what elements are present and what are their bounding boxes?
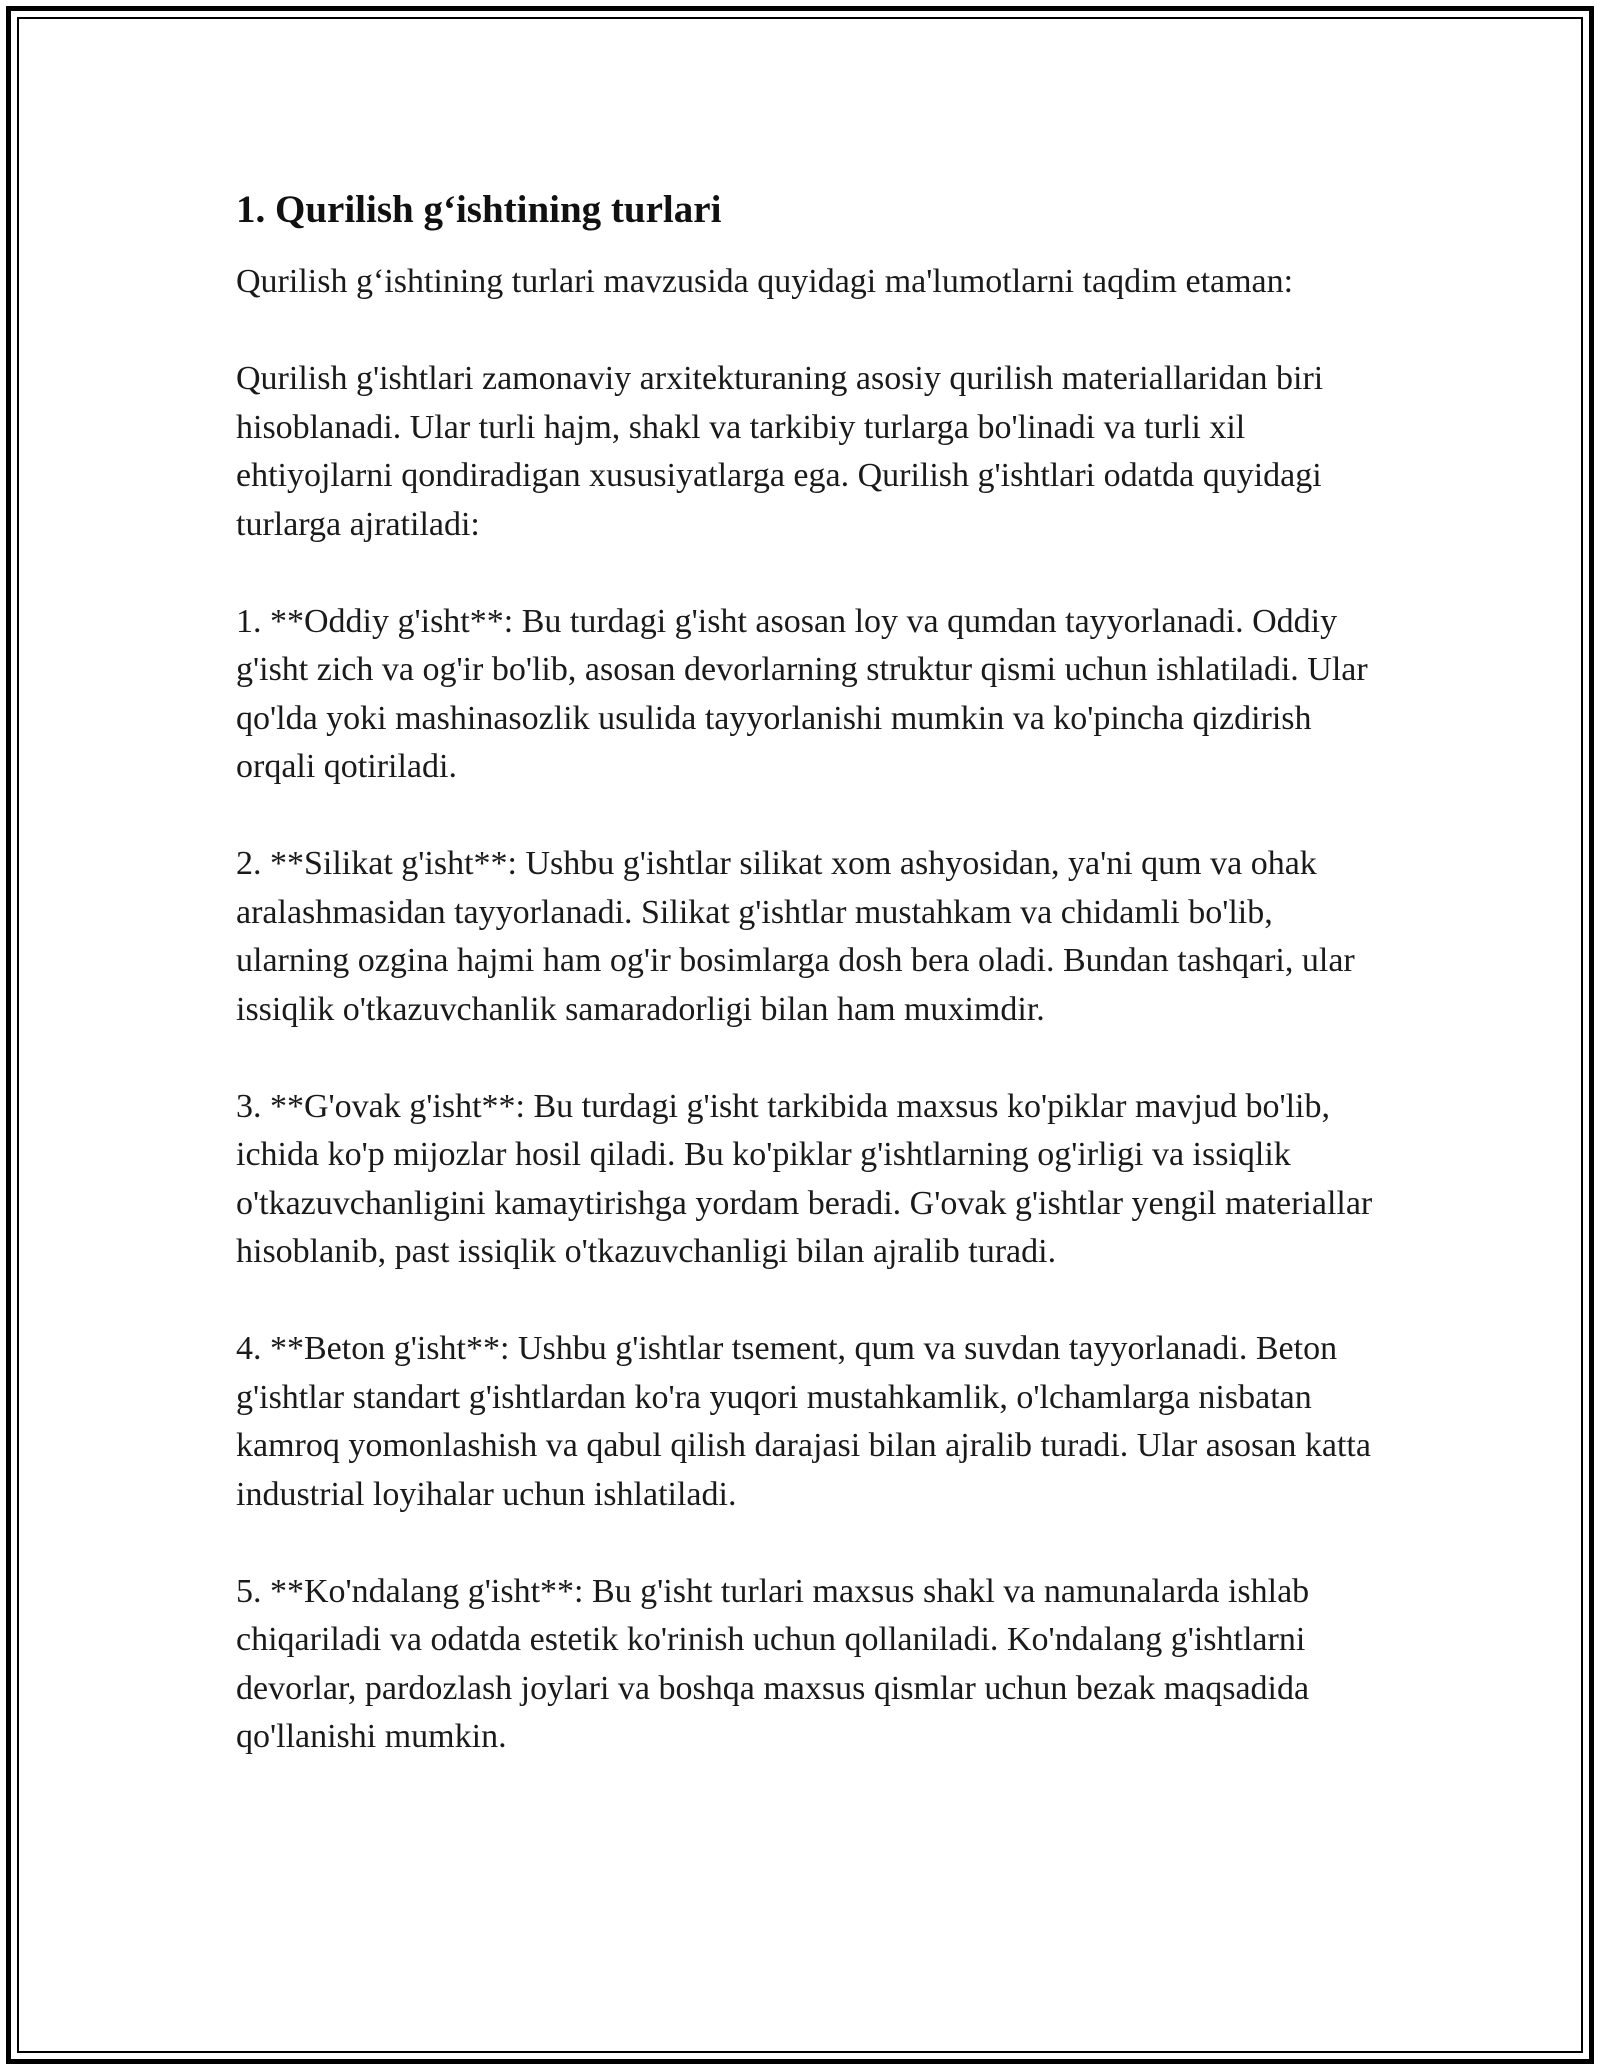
list-item-transverse-brick: 5. **Ko'ndalang g'isht**: Bu g'isht turlari maxsus shakl va namunalarda ishlab chiqariladi va odatda estetik ko'rinish uchun qollaniladi. Ko'ndalang g'ishtlarni devorlar, pardozlash joylari va boshqa maxsus qismlar uchun bezak maqsadida qo'llanishi mumkin.	[236, 1572, 1310, 1755]
document-body	[236, 186, 1376, 1762]
document-title: 1. Qurilish g‘ishtining turlari	[236, 188, 722, 231]
overview-paragraph: Qurilish g'ishtlari zamonaviy arxitekturaning asosiy qurilish materiallaridan biri hisoblanadi. Ular turli hajm, shakl va tarkibiy turlarga bo'linadi va turli xil ehtiyojlarni qondiradigan xususiyatlarga ega. Qurilish g'ishtlari odatda quyidagi turlarga ajratiladi:	[236, 360, 1324, 543]
list-item-silicate-brick: 2. **Silikat g'isht**: Ushbu g'ishtlar silikat xom ashyosidan, ya'ni qum va ohak aralashmasidan tayyorlanadi. Silikat g'ishtlar mustahkam va chidamli bo'lib, ularning ozgina hajmi ham og'ir bosimlarga dosh bera oladi. Bundan tashqari, ular issiqlik o'tkazuvchanlik samaradorligi bilan ham muximdir.	[236, 845, 1355, 1028]
list-item-ordinary-brick: 1. **Oddiy g'isht**: Bu turdagi g'isht asosan loy va qumdan tayyorlanadi. Oddiy g'isht zich va og'ir bo'lib, asosan devorlarning struktur qismi uchun ishlatiladi. Ular qo'lda yoki mashinasozlik usulida tayyorlanishi mumkin va ko'pincha qizdirish orqali qotiriladi.	[236, 602, 1368, 785]
intro-paragraph: Qurilish g‘ishtining turlari mavzusida quyidagi ma'lumotlarni taqdim etaman:	[236, 263, 1294, 300]
list-item-porous-brick: 3. **G'ovak g'isht**: Bu turdagi g'isht tarkibida maxsus ko'piklar mavjud bo'lib, ichida ko'p mijozlar hosil qiladi. Bu ko'piklar g'ishtlarning og'irligi va issiqlik o'tkazuvchanligini kamaytirishga yordam beradi. G'ovak g'ishtlar yengil materiallar hisoblanib, past issiqlik o'tkazuvchanligi bilan ajralib turadi.	[236, 1087, 1373, 1270]
list-item-concrete-brick: 4. **Beton g'isht**: Ushbu g'ishtlar tsement, qum va suvdan tayyorlanadi. Beton g'ishtlar standart g'ishtlardan ko'ra yuqori mustahkamlik, o'lchamlarga nisbatan kamroq yomonlashish va qabul qilish darajasi bilan ajralib turadi. Ular asosan katta industrial loyihalar uchun ishlatiladi.	[236, 1330, 1371, 1513]
